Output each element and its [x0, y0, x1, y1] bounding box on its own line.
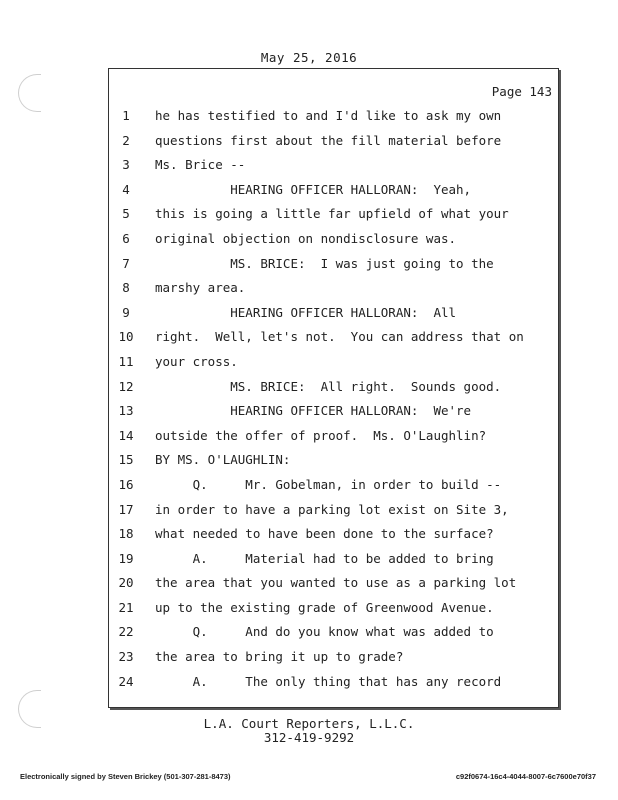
line-text: Q. And do you know what was added to	[155, 624, 494, 640]
line-number: 15	[118, 452, 134, 468]
line-text: your cross.	[155, 353, 238, 369]
line-number: 18	[118, 526, 134, 542]
line-number: 10	[118, 329, 134, 345]
footer-phone: 312-419-9292	[263, 730, 355, 745]
transcript-line	[0, 254, 618, 279]
transcript-line	[0, 647, 618, 672]
line-number: 19	[118, 550, 134, 566]
transcript-line	[0, 352, 618, 377]
line-number: 17	[118, 501, 134, 517]
line-text: MS. BRICE: I was just going to the	[155, 255, 494, 271]
line-text: he has testified to and I'd like to ask my own	[155, 108, 502, 123]
transcript-line	[0, 450, 618, 475]
line-number: 4	[122, 181, 130, 197]
line-text: this is going a little far upfield of what your	[155, 206, 509, 222]
transcript-line	[0, 303, 618, 328]
line-number: 7	[122, 255, 130, 271]
line-number: 13	[118, 403, 134, 419]
header-date: May 25, 2016	[260, 50, 358, 65]
transcript-line	[0, 524, 618, 549]
line-text: A. The only thing that has any record	[155, 673, 502, 689]
line-text: original objection on nondisclosure was.	[155, 230, 457, 246]
line-text: up to the existing grade of Greenwood Avenue.	[155, 599, 494, 615]
footer	[0, 717, 618, 745]
transcript-line	[0, 573, 618, 598]
line-text: MS. BRICE: All right. Sounds good.	[155, 378, 502, 394]
line-number: 9	[122, 304, 130, 320]
line-text: the area that you wanted to use as a parking lot	[155, 575, 517, 591]
line-number: 5	[122, 206, 130, 222]
document-hash-id: c92f0674-16c4-4044-8007-6c7600e70f37	[455, 772, 596, 781]
line-number: 3	[122, 157, 130, 173]
line-text: HEARING OFFICER HALLORAN: Yeah,	[155, 181, 472, 197]
line-text: HEARING OFFICER HALLORAN: All	[155, 304, 457, 320]
line-number: 16	[118, 476, 134, 492]
line-number: 20	[118, 575, 134, 591]
transcript-line	[0, 401, 618, 426]
transcript-line	[0, 475, 618, 500]
line-number: 11	[118, 353, 134, 369]
line-number: 23	[118, 649, 134, 665]
transcript-line	[0, 377, 618, 402]
transcript-line	[0, 622, 618, 647]
transcript-line	[0, 598, 618, 623]
transcript-line	[0, 327, 618, 352]
line-text: A. Material had to be added to bring	[155, 550, 494, 566]
line-text: BY MS. O'LAUGHLIN:	[155, 452, 291, 468]
line-number: 1	[122, 108, 130, 123]
line-number: 14	[118, 427, 134, 443]
line-text: questions first about the fill material before	[155, 132, 502, 148]
transcript-line	[0, 106, 618, 131]
line-number: 22	[118, 624, 134, 640]
transcript-line	[0, 131, 618, 156]
transcript-line	[0, 500, 618, 525]
line-text: what needed to have been done to the surface?	[155, 526, 494, 542]
line-number: 12	[118, 378, 134, 394]
line-number: 21	[118, 599, 134, 615]
transcript-line	[0, 180, 618, 205]
transcript-lines	[0, 106, 618, 696]
line-text: HEARING OFFICER HALLORAN: We're	[155, 403, 472, 419]
transcript-line	[0, 672, 618, 697]
line-text: in order to have a parking lot exist on Site 3,	[155, 501, 509, 517]
line-text: right. Well, let's not. You can address that on	[155, 329, 524, 345]
line-text: the area to bring it up to grade?	[155, 649, 404, 665]
transcript-line	[0, 426, 618, 451]
line-text: marshy area.	[155, 280, 246, 296]
line-number: 2	[122, 132, 130, 148]
page-number: Page 143	[491, 84, 552, 99]
line-number: 6	[122, 230, 130, 246]
e-signature-notice: Electronically signed by Steven Brickey (501-307-281-8473)	[20, 772, 231, 781]
transcript-line	[0, 278, 618, 303]
footer-company: L.A. Court Reporters, L.L.C.	[203, 716, 415, 731]
line-number: 24	[118, 673, 134, 689]
line-text: Ms. Brice --	[155, 157, 246, 173]
line-text: outside the offer of proof. Ms. O'Laughlin?	[155, 427, 487, 443]
transcript-line	[0, 155, 618, 180]
line-text: Q. Mr. Gobelman, in order to build --	[155, 476, 502, 492]
transcript-line	[0, 204, 618, 229]
transcript-line	[0, 549, 618, 574]
transcript-line	[0, 229, 618, 254]
line-number: 8	[122, 280, 130, 296]
